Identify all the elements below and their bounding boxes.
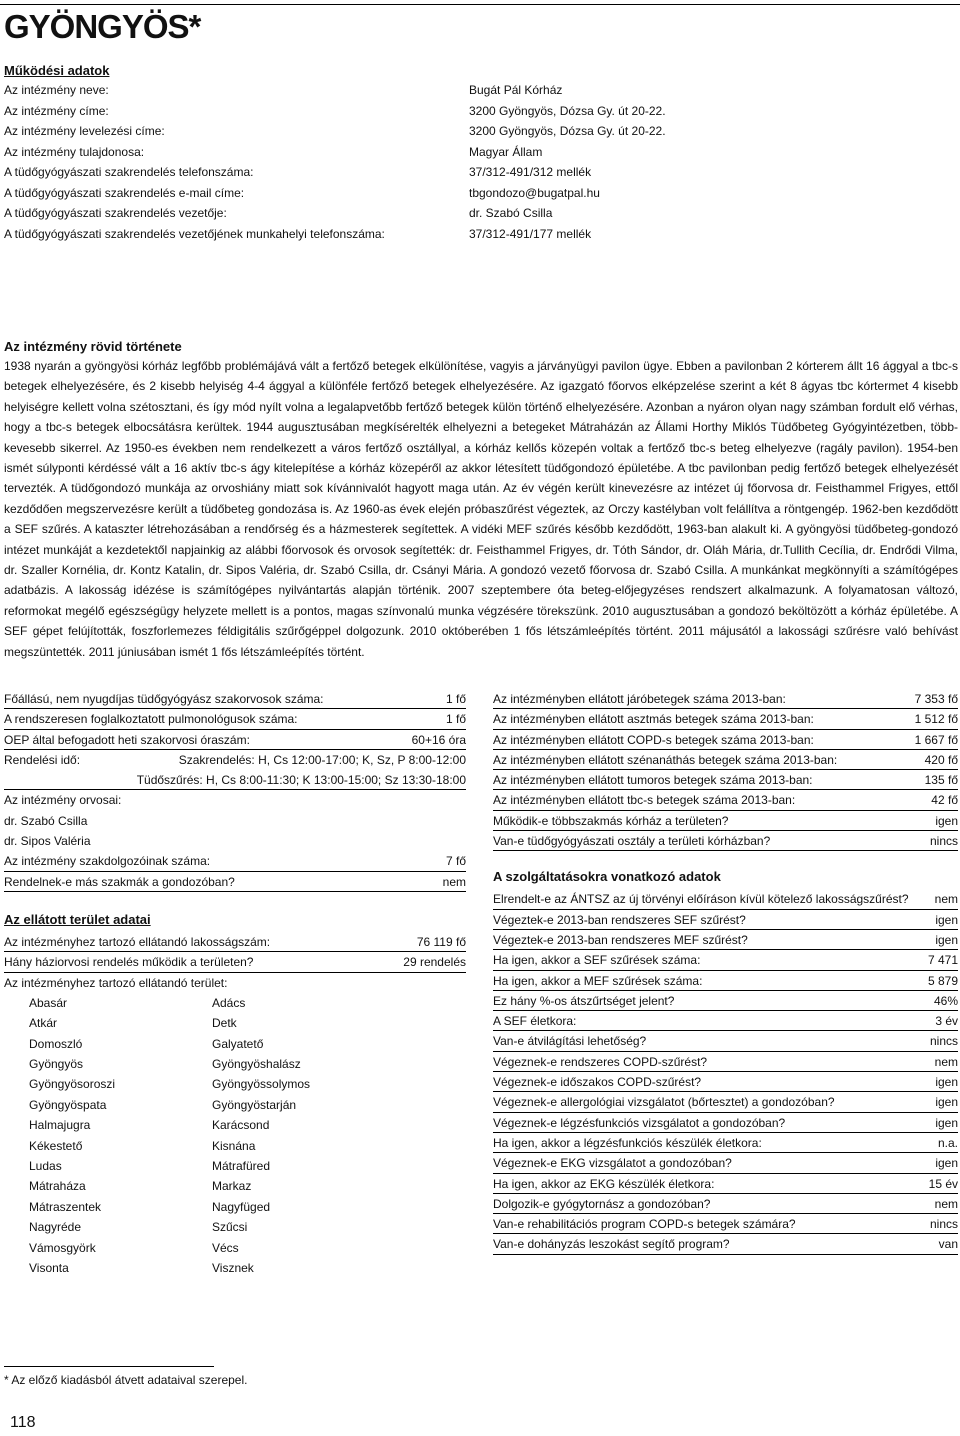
service-row: [493, 1214, 958, 1234]
service-row: [493, 1092, 958, 1112]
town-name: Gyöngyös: [29, 1057, 84, 1072]
town-row: [4, 1156, 466, 1176]
operations-rows: [4, 80, 704, 244]
patient-stat-row: [493, 709, 958, 729]
staff-rows: [4, 689, 466, 750]
operations-value: Bugát Pál Kórház: [469, 83, 563, 97]
gp-value: 29 rendelés: [403, 955, 466, 970]
service-row: [493, 950, 958, 970]
nurses-row: [4, 851, 466, 871]
patient-stat-row: [493, 750, 958, 770]
operations-row: [4, 162, 704, 183]
service-row: [493, 1174, 958, 1194]
service-label: Végeznek-e rendszeres COPD-szűrést?: [493, 1054, 708, 1069]
town-name: Visonta: [29, 1260, 69, 1275]
doctor-1: dr. Szabó Csilla: [4, 813, 88, 828]
service-label: Végeznek-e EKG vizsgálatot a gondozóban?: [493, 1156, 732, 1171]
town-name: Nagyréde: [29, 1220, 82, 1235]
nurses-value: 7 fő: [445, 854, 466, 869]
patient-stat-label: Működik-e többszakmás kórház a területen?: [493, 813, 729, 828]
service-value: n.a.: [937, 1135, 958, 1150]
service-row: [493, 1194, 958, 1214]
town-name: Detk: [212, 1016, 237, 1031]
town-name: Kékestető: [29, 1138, 83, 1153]
town-row: [4, 1115, 466, 1135]
left-column: [4, 689, 466, 1278]
operations-value: 37/312-491/312 mellék: [469, 165, 592, 179]
operations-section: [4, 62, 704, 244]
town-name: Domoszló: [29, 1036, 83, 1051]
hours-label: Rendelési idő:: [4, 752, 81, 767]
town-row: [4, 1176, 466, 1196]
operations-label: Az intézmény címe:: [4, 103, 109, 118]
service-label: Végeznek-e időszakos COPD-szűrést?: [493, 1075, 702, 1090]
right-column: [493, 689, 958, 1255]
population-label: Az intézményhez tartozó ellátandó lakosságszám:: [4, 934, 271, 949]
towns-label: Az intézményhez tartozó ellátandó terület:: [4, 975, 228, 990]
town-name: Visznek: [212, 1260, 254, 1275]
staff-row: [4, 689, 466, 709]
service-value: igen: [935, 912, 958, 927]
town-row: [4, 1074, 466, 1094]
service-value: 46%: [933, 993, 958, 1008]
service-row: [493, 1234, 958, 1254]
area-heading: Az ellátott terület adatai: [4, 911, 151, 927]
town-name: Abasár: [29, 995, 68, 1010]
service-value: nem: [934, 1054, 958, 1069]
town-name: Gyöngyöspata: [29, 1097, 107, 1112]
staff-row: [4, 709, 466, 729]
patient-stat-value: 1 667 fő: [914, 732, 958, 747]
hours-consult: Szakrendelés: H, Cs 12:00-17:00; K, Sz, P 8:00-12:00: [178, 752, 466, 767]
patient-stat-row: [493, 730, 958, 750]
service-row: [493, 1133, 958, 1153]
town-name: Ludas: [29, 1158, 62, 1173]
town-row: [4, 1197, 466, 1217]
town-name: Vámosgyörk: [29, 1240, 96, 1255]
hours-row-2: [4, 770, 466, 790]
town-name: Szűcsi: [212, 1220, 248, 1235]
other-specialties-value: nem: [442, 874, 466, 889]
town-name: Nagyfüged: [212, 1199, 271, 1214]
operations-value: 3200 Gyöngyös, Dózsa Gy. út 20-22.: [469, 124, 666, 138]
town-name: Karácsond: [212, 1118, 270, 1133]
service-value: igen: [935, 1075, 958, 1090]
doctors-label: Az intézmény orvosai:: [4, 793, 122, 808]
operations-row: [4, 101, 704, 122]
service-label: Ha igen, akkor a MEF szűrések száma:: [493, 973, 703, 988]
hours-row-1: [4, 750, 466, 770]
town-name: Gyöngyössolymos: [212, 1077, 311, 1092]
patient-stat-label: Az intézményben ellátott járóbetegek száma 2013-ban:: [493, 692, 786, 706]
patient-rows: [493, 689, 958, 851]
other-specialties-label: Rendelnek-e más szakmák a gondozóban?: [4, 874, 235, 889]
town-name: Adács: [212, 995, 246, 1010]
operations-label: A tüdőgyógyászati szakrendelés telefonszáma:: [4, 165, 254, 179]
service-value: 3 év: [935, 1014, 958, 1029]
staff-label: OEP által befogadott heti szakorvosi óraszám:: [4, 732, 250, 747]
other-specialties-row: [4, 872, 466, 892]
patient-stat-row: [493, 790, 958, 810]
service-label: Ha igen, akkor a légzésfunkciós készülék életkora:: [493, 1135, 762, 1150]
patient-stat-row: [493, 831, 958, 851]
population-value: 76 119 fő: [416, 934, 466, 949]
service-value: igen: [935, 1115, 958, 1130]
patient-stat-value: 420 fő: [924, 752, 958, 767]
service-value: igen: [935, 1095, 958, 1110]
town-name: Gyöngyöstarján: [212, 1097, 297, 1112]
top-rule: [0, 4, 960, 5]
town-row: [4, 1013, 466, 1033]
operations-value: 37/312-491/177 mellék: [469, 226, 592, 241]
service-row: [493, 910, 958, 930]
town-name: Gyöngyöshalász: [212, 1057, 301, 1072]
service-row: [493, 1031, 958, 1051]
service-row: [493, 1072, 958, 1092]
town-row: [4, 1095, 466, 1115]
doctor-2: dr. Sipos Valéria: [4, 834, 91, 849]
operations-label: A tüdőgyógyászati szakrendelés e-mail címe:: [4, 185, 245, 200]
patient-stat-value: 135 fő: [924, 773, 958, 788]
service-label: Van-e rehabilitációs program COPD-s betegek számára?: [493, 1217, 796, 1232]
footnote-rule: [4, 1366, 214, 1367]
service-value: nem: [934, 892, 958, 907]
town-name: Atkár: [29, 1016, 58, 1031]
patient-stat-label: Az intézményben ellátott tumoros betegek száma 2013-ban:: [493, 773, 813, 788]
service-row: [493, 930, 958, 950]
page-title: GYÖNGYÖS*: [4, 8, 201, 45]
services-heading: A szolgáltatásokra vonatkozó adatok: [493, 869, 721, 885]
footnote: [4, 1366, 960, 1387]
footnote-text: * Az előző kiadásból átvett adataival szerepel.: [4, 1373, 248, 1387]
history-section: [4, 338, 958, 662]
patient-stat-value: igen: [935, 813, 958, 828]
operations-row: [4, 203, 704, 224]
service-value: 7 471: [927, 953, 958, 968]
operations-label: Az intézmény neve:: [4, 83, 109, 97]
patient-stat-label: Az intézményben ellátott asztmás betegek száma 2013-ban:: [493, 712, 814, 727]
service-value: igen: [935, 932, 958, 947]
operations-value: 3200 Gyöngyös, Dózsa Gy. út 20-22.: [469, 103, 666, 118]
staff-value: 1 fő: [445, 712, 466, 727]
service-label: Végeznek-e légzésfunkciós vizsgálatot a gondozóban?: [493, 1115, 786, 1130]
service-row: [493, 1011, 958, 1031]
patient-stat-row: [493, 770, 958, 790]
service-label: Elrendelt-e az ÁNTSZ az új törvényi előíráson kívül kötelező lakosságszűrést?: [493, 892, 909, 907]
service-label: Végeztek-e 2013-ban rendszeres SEF szűrést?: [493, 912, 746, 927]
operations-row: [4, 183, 704, 204]
service-label: Van-e dohányzás leszokást segítő program?: [493, 1237, 730, 1252]
patient-stat-row: [493, 689, 958, 709]
service-row: [493, 889, 958, 909]
operations-label: A tüdőgyógyászati szakrendelés vezetőjének munkahelyi telefonszáma:: [4, 226, 385, 241]
town-name: Mátraszentek: [29, 1199, 102, 1214]
patient-stat-label: Az intézményben ellátott tbc-s betegek száma 2013-ban:: [493, 793, 796, 808]
staff-value: 1 fő: [445, 692, 466, 706]
town-name: Markaz: [212, 1179, 252, 1194]
operations-value: Magyar Állam: [469, 144, 543, 159]
service-label: Végeznek-e allergológiai vizsgálatot (bőrtesztet) a gondozóban?: [493, 1095, 835, 1110]
operations-value: tbgondozo@bugatpal.hu: [469, 185, 600, 200]
service-value: van: [938, 1237, 958, 1252]
service-row: [493, 1052, 958, 1072]
town-row: [4, 1054, 466, 1074]
town-row: [4, 1034, 466, 1054]
service-label: A SEF életkora:: [493, 1014, 577, 1029]
service-value: igen: [935, 1156, 958, 1171]
staff-value: 60+16 óra: [411, 732, 466, 747]
town-row: [4, 1136, 466, 1156]
patient-stat-value: 42 fő: [931, 793, 958, 808]
town-row: [4, 1258, 466, 1278]
patient-stat-value: 1 512 fő: [914, 712, 958, 727]
patient-stat-label: Az intézményben ellátott COPD-s betegek száma 2013-ban:: [493, 732, 814, 747]
patient-stat-label: Van-e tüdőgyógyászati osztály a területi kórházban?: [493, 834, 771, 849]
service-value: nincs: [929, 1034, 958, 1049]
service-label: Van-e átvilágítási lehetőség?: [493, 1034, 647, 1049]
operations-label: Az intézmény levelezési címe:: [4, 124, 165, 138]
town-row: [4, 1217, 466, 1237]
service-rows: [493, 889, 958, 1254]
nurses-label: Az intézmény szakdolgozóinak száma:: [4, 854, 211, 869]
patient-stat-value: nincs: [929, 834, 958, 849]
town-name: Vécs: [212, 1240, 239, 1255]
towns-list: [4, 993, 466, 1278]
service-row: [493, 971, 958, 991]
operations-row: [4, 121, 704, 142]
town-name: Kisnána: [212, 1138, 256, 1153]
service-row: [493, 1113, 958, 1133]
service-label: Ha igen, akkor a SEF szűrések száma:: [493, 953, 701, 968]
operations-value: dr. Szabó Csilla: [469, 206, 553, 220]
staff-label: Főállású, nem nyugdíjas tüdőgyógyász szakorvosok száma:: [4, 692, 324, 706]
page-number: 118: [10, 1414, 36, 1431]
service-label: Ez hány %-os átszűrtséget jelent?: [493, 993, 675, 1008]
hours-screening: Tüdőszűrés: H, Cs 8:00-11:30; K 13:00-15:00; Sz 13:30-18:00: [136, 773, 466, 788]
patient-stat-row: [493, 811, 958, 831]
town-name: Halmajugra: [29, 1118, 91, 1133]
operations-row: [4, 80, 704, 101]
service-value: nincs: [929, 1217, 958, 1232]
town-name: Mátraháza: [29, 1179, 86, 1194]
town-name: Mátrafüred: [212, 1158, 271, 1173]
population-row: [4, 932, 466, 952]
service-value: 15 év: [928, 1176, 958, 1191]
staff-label: A rendszeresen foglalkoztatott pulmonológusok száma:: [4, 712, 298, 727]
gp-row: [4, 952, 466, 972]
operations-label: A tüdőgyógyászati szakrendelés vezetője:: [4, 206, 227, 220]
town-name: Galyatető: [212, 1036, 264, 1051]
history-heading: Az intézmény rövid története: [4, 339, 182, 354]
town-row: [4, 993, 466, 1013]
patient-stat-label: Az intézményben ellátott szénanáthás betegek száma 2013-ban:: [493, 752, 838, 767]
service-label: Dolgozik-e gyógytornász a gondozóban?: [493, 1196, 711, 1211]
service-value: nem: [934, 1196, 958, 1211]
operations-heading: Működési adatok: [4, 63, 110, 78]
town-name: Gyöngyösoroszi: [29, 1077, 116, 1092]
service-row: [493, 1153, 958, 1173]
staff-row: [4, 730, 466, 750]
gp-label: Hány háziorvosi rendelés működik a területen?: [4, 955, 254, 970]
town-row: [4, 1238, 466, 1258]
service-value: 5 879: [927, 973, 958, 988]
service-row: [493, 991, 958, 1011]
history-text: 1938 nyarán a gyöngyösi kórház legfőbb problémájává vált a fertőző betegek elkülönítése, vagyis a járványügyi pavilon ügye. Ebben a pavilonban 2 kórterem állt 16 ággyal a tbc-s betegek elhelyezésére, és 2 kisebb helyiség 4-4 ággyal a különféle fertőző betegek elhelyezésére. Az igazgató főorvos elképzelése szerint a két 8 ágyas tbc kórtermet 4 kisebb helyiségre kellett volna szétosztani, és így mód nyílt volna a legalapvetőbb fertőző betegek külön történő elhelyezésére. Azonban a nyáron olyan nagy számban fordult elő vérhas, hogy a tbc-s betegek elbocsátásra kerültek. 1944 augusztusában megkísérelték elhelyezni a betegeket Mátraházán az Állami Horthy Miklós Tüdőbeteg Gyógyintézetben, több-kevesebb sikerrel. Az 1950-es években nem rendelkezett a város fertőző osztállyal, a kórház kellős közepén voltak a fertőző tbc-s beteg elhelyezve (ragály pavilon). 1954-ben ismét súlyponti kérdéssé vált a 16 aktív tbc-s ágy kitelepítése a kórház közepéről az akkor létesített tüdőgondozó épületébe. A tbc pavilonban pedig fertőző betegek elhelyezését tervezték. A tüdőgondozó munkája az orvoshiány miatt sok kívánnivalót hagyott maga után. Az év végén került kinevezésre az intézet új főorvosa dr. Feisthammel Frigyes, ettől kezdődően megszervezésre került a tüdőbeteg gondozása is. Az 1960-as évek elején próbaszűrést végeztek, az Orczy kastélyban volt felállítva a röntgengép. 1962-ben kezdődött a SEF szűrés. A kataszter létrehozásában a rendőrség és a házmesterek segítettek. A vidéki MEF szűrés később kezdődött, 1963-ban alakult ki. A gyöngyösi tüdőbeteg-gondozó intézet munkáját a kezdetektől napjainkig az alábbi főorvosok és orvosok segítették: dr. Feisthammel Frigyes, dr. Tóth Sándor, dr. Oláh Mária, dr.Tullith Cecília, dr. Endrődi Vilma, dr. Szaller Kornélia, dr. Kontz Katalin, dr. Sipos Valéria, dr. Szabó Csilla, dr. Csányi Mária. A gondozó vezető főorvosa dr. Szabó Csilla. A munkánkat megkönnyíti a számítógépes adatbázis. A lakosság idézése is számítógépes nyilvántartás alapján történik. 2007 szeptembere óta beteg-előjegyzéses rendszert alkalmazunk. A folyamatosan változó, reformokat megélő egészségügy helyzete mellett is a pontos, magas színvonalú munka végzésére törekszünk. 2010 augusztusában a gondozó beköltözött a kórház épületébe. A SEF gépet felújították, foszforlemezes féldigitális szűrőgéppel dolgozunk. 2010 októberében 1 fős létszámleépítés történt. 2011 májusától a lakossági szűrésre való behívást megszüntették. 2011 júniusában ismét 1 fős létszámleépítés történt.: [4, 359, 958, 659]
service-label: Végeztek-e 2013-ban rendszeres MEF szűrést?: [493, 932, 748, 947]
service-label: Ha igen, akkor az EKG készülék életkora:: [493, 1176, 715, 1191]
patient-stat-value: 7 353 fő: [914, 692, 958, 706]
operations-row: [4, 224, 704, 245]
operations-label: Az intézmény tulajdonosa:: [4, 144, 145, 159]
operations-row: [4, 142, 704, 163]
